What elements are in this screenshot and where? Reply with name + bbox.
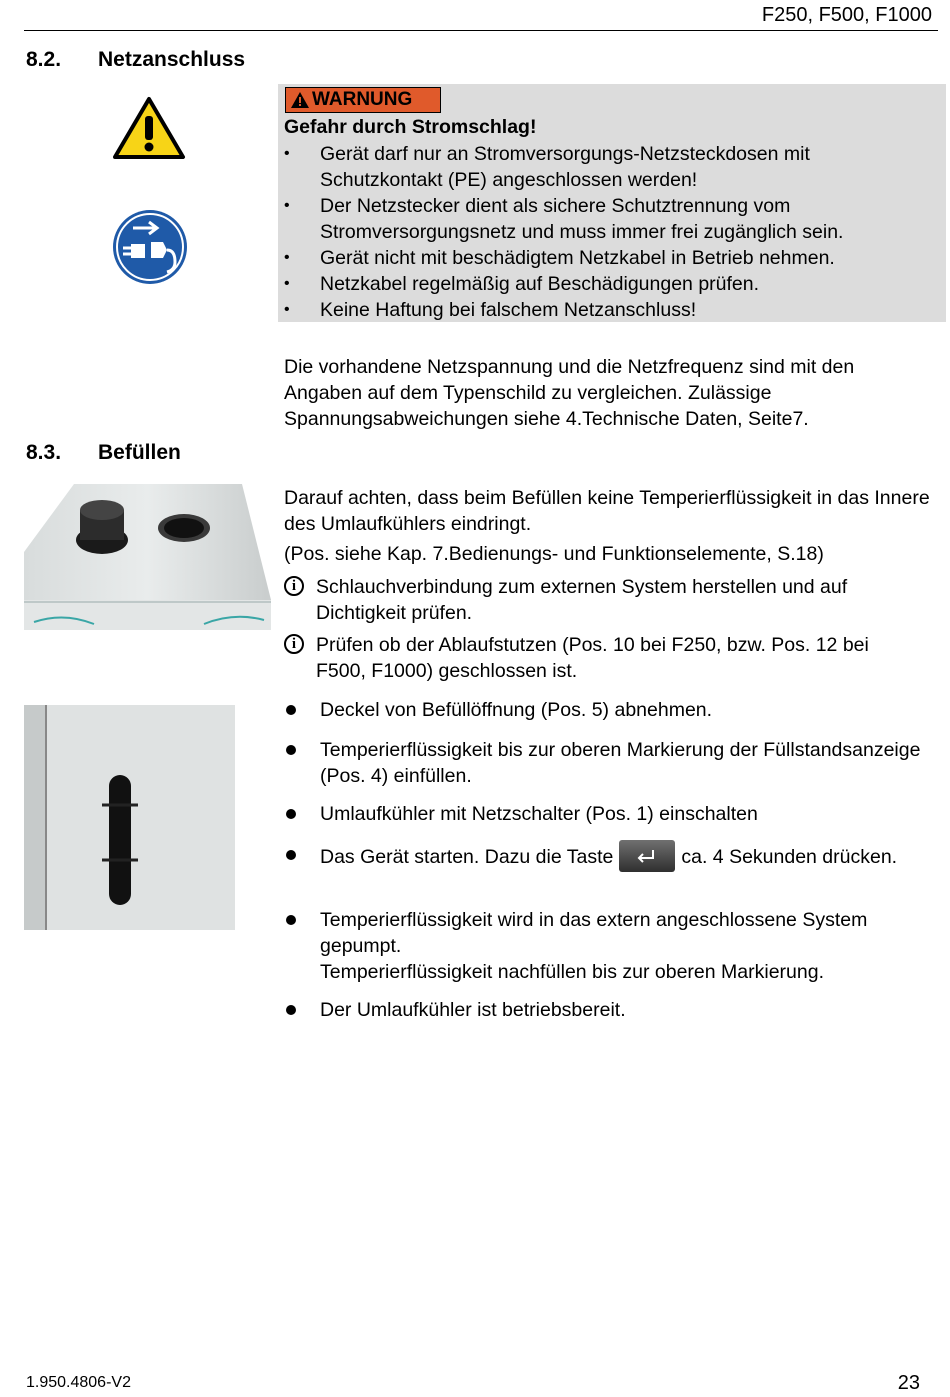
section-number-8-2: 8.2. xyxy=(26,48,62,71)
bullet-dot xyxy=(286,745,296,755)
header-rule xyxy=(24,30,938,31)
section-title-befuellen: Befüllen xyxy=(98,441,181,464)
netzspannung-text: Die vorhandene Netzspannung und die Netzfrequenz sind mit den Angaben auf dem Typenschild zu vergleichen. Zulässige Spannungsabweichungen siehe 4.Technische Daten, Seite7. xyxy=(284,356,855,430)
warning-label-text: WARNUNG xyxy=(312,89,413,110)
header-title: F250, F500, F1000 xyxy=(761,4,932,26)
step-item-start: Das Gerät starten. Dazu die Taste ca. 4 Sekunden drücken. xyxy=(284,842,924,874)
info-icon: i xyxy=(284,576,304,596)
bullet-dot xyxy=(286,705,296,715)
info-icon: i xyxy=(284,634,304,654)
bullet-dot xyxy=(286,809,296,819)
list-item: • Gerät nicht mit beschädigtem Netzkabel in Betrieb nehmen. xyxy=(284,245,934,271)
step-item: Umlaufkühler mit Netzschalter (Pos. 1) einschalten xyxy=(284,801,924,827)
page-number: 23 xyxy=(897,1372,920,1394)
warning-triangle-icon xyxy=(112,96,186,160)
warning-list xyxy=(284,141,934,323)
befuellen-intro: Darauf achten, dass beim Befüllen keine Temperierflüssigkeit in das Innere des Umlaufkühlers eindringt. xyxy=(284,487,930,535)
bullet-dot xyxy=(286,850,296,860)
step-item: Deckel von Befüllöffnung (Pos. 5) abnehmen. xyxy=(284,697,924,723)
bullet-dot xyxy=(286,915,296,925)
list-item: • Gerät darf nur an Stromversorgungs-Netzsteckdosen mit Schutzkontakt (PE) angeschlossen werden! xyxy=(284,141,934,193)
warning-label-triangle-icon xyxy=(290,91,310,109)
info-item: i Schlauchverbindung zum externen System herstellen und auf Dichtigkeit prüfen. xyxy=(284,574,924,626)
warning-heading: Gefahr durch Stromschlag! xyxy=(284,116,537,138)
unplug-mains-icon xyxy=(111,208,189,286)
list-item: • Der Netzstecker dient als sichere Schutztrennung vom Stromversorgungsnetz und muss immer frei zugänglich sein. xyxy=(284,193,934,245)
bullet-dot xyxy=(286,1005,296,1015)
step-item: Der Umlaufkühler ist betriebsbereit. xyxy=(284,997,924,1023)
step-item-pump: Temperierflüssigkeit wird in das extern angeschlossene System gepumpt. Temperierflüssigkeit nachfüllen bis zur oberen Markierung. xyxy=(284,907,924,985)
section-number-8-3: 8.3. xyxy=(26,441,62,464)
filler-opening-photo xyxy=(24,482,271,630)
list-item: • Keine Haftung bei falschem Netzanschluss! xyxy=(284,297,934,323)
info-item: i Prüfen ob der Ablaufstutzen (Pos. 10 bei F250, bzw. Pos. 12 bei F500, F1000) geschlossen ist. xyxy=(284,632,924,684)
warning-label xyxy=(285,87,441,113)
step-item: Temperierflüssigkeit bis zur oberen Markierung der Füllstandsanzeige (Pos. 4) einfüllen. xyxy=(284,737,924,789)
list-item: • Netzkabel regelmäßig auf Beschädigungen prüfen. xyxy=(284,271,934,297)
section-title-netzanschluss: Netzanschluss xyxy=(98,48,246,71)
level-indicator-photo xyxy=(24,705,235,930)
position-reference: (Pos. siehe Kap. 7.Bedienungs- und Funktionselemente, S.18) xyxy=(284,543,824,565)
enter-key-icon xyxy=(619,840,675,872)
footer-doc-id: 1.950.4806-V2 xyxy=(26,1374,131,1391)
